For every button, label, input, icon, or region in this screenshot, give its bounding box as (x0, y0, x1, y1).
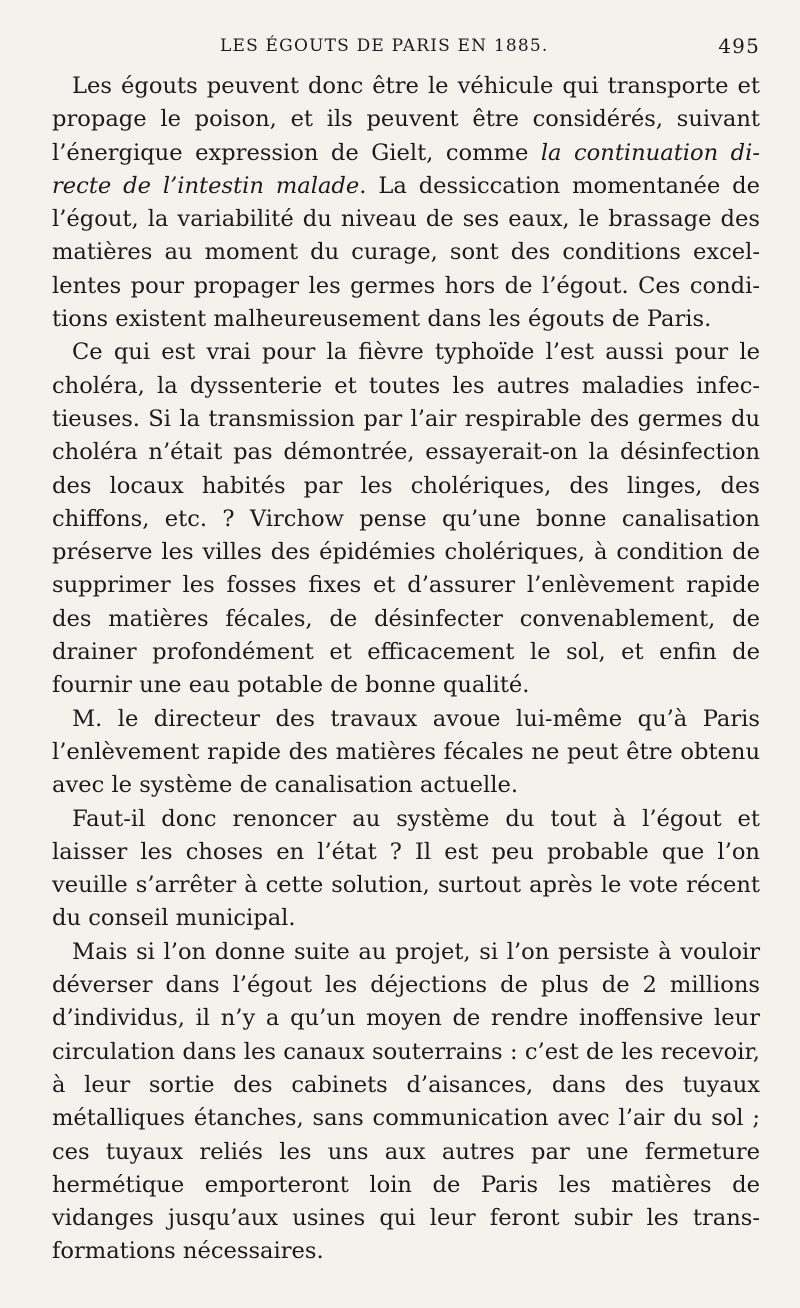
page-header (52, 30, 760, 70)
body-text (52, 70, 760, 1269)
paragraph-4: Faut-il donc renoncer au système du tout à l’égout et laisser les choses en l’état ? Il est peu probable que l’on veuille s’arrêter à cette solution, surtout après le vote récent du conseil municipal. (52, 805, 760, 932)
paragraph-1 (52, 70, 760, 336)
paragraph-3: M. le directeur des travaux avoue lui-même qu’à Paris l’enlèvement rapide des matières fécales ne peut être obtenu avec le système de canalisation actuelle. (52, 705, 760, 799)
paragraph-1-text-cont: . La dessiccation momentanée de l’égout, la variabilité du niveau de ses eaux, le brassage des matières au moment du curage, sont des conditions excellentes pour propager les germes hors de l’égout. Ces conditions existent malheureusement dans les égouts de Paris. (52, 172, 761, 333)
paragraph-1-text: Les égouts peuvent donc être le véhicule qui transporte et propage le poison, et ils peuvent être considérés, suivant l’énergique expression de Gielt, comme (52, 73, 760, 166)
running-title: LES ÉGOUTS DE PARIS EN 1885. (220, 36, 549, 56)
paragraph-2: Ce qui est vrai pour la fièvre typhoïde l’est aussi pour le choléra, la dyssenterie et toutes les autres maladies infectieuses. Si la transmission par l’air respirable des germes du choléra n’était pas démontrée, essayerait-on la désinfection des locaux habités par les cholériques, des linges, des chiffons, etc. ? Virchow pense qu’une bonne canalisation préserve les villes des épidémies cholériques, à condition de supprimer les fosses fixes et d’assurer l’enlèvement rapide des matières fécales, de désinfecter convenablement, de drainer profondément et efficacement le sol, et enfin de fournir une eau potable de bonne qualité. (52, 339, 760, 699)
paragraph-1-italic-quote: la continuation directe de l’intestin malade (52, 139, 760, 199)
page-number: 495 (718, 34, 760, 58)
paragraph-5: Mais si l’on donne suite au projet, si l’on persiste à vouloir déverser dans l’égout les déjections de plus de 2 millions d’individus, il n’y a qu’un moyen de rendre inoffensive leur circulation dans les canaux souterrains : c’est de les recevoir, à leur sortie des cabinets d’aisances, dans des tuyaux métalliques étanches, sans communication avec l’air du sol ; ces tuyaux reliés les uns aux autres par une fermeture hermétique emporteront loin de Paris les matières de vidanges jusqu’aux usines qui leur feront subir les transformations nécessaires. (52, 938, 760, 1265)
